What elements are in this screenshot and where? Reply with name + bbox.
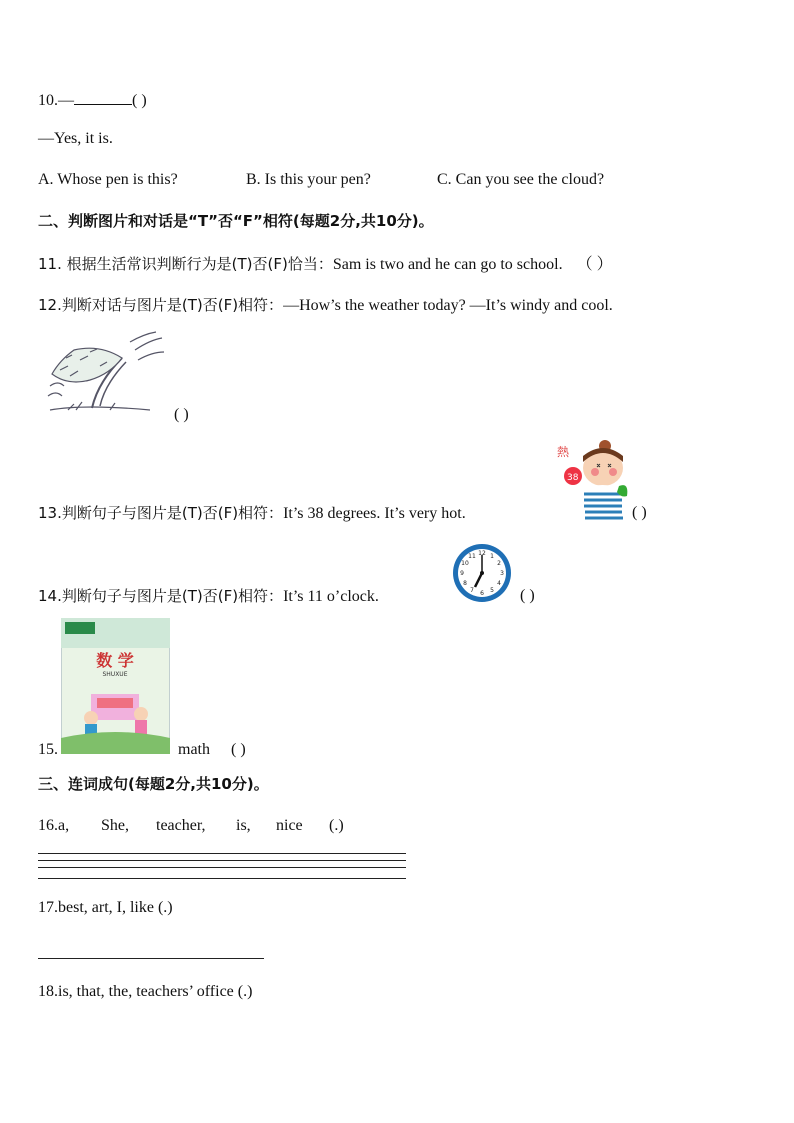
question-12: [38, 295, 613, 316]
q14-paren: ( ): [520, 587, 535, 604]
svg-text:9: 9: [460, 570, 464, 577]
q10-number: 10.—: [38, 92, 74, 109]
q10-response: —Yes, it is.: [38, 130, 113, 147]
question-11: [38, 254, 613, 275]
svg-text:12: 12: [478, 550, 486, 557]
q14-prefix: 14.判断句子与图片是(T)否(F)相符：: [38, 587, 284, 605]
q16-number: 16.: [38, 817, 58, 834]
svg-text:8: 8: [463, 580, 467, 587]
q15-word: math: [178, 741, 210, 758]
q13-text: It’s 38 degrees. It’s very hot.: [283, 505, 466, 522]
svg-text:11: 11: [468, 553, 476, 560]
q16-writing-line[interactable]: [38, 860, 406, 861]
svg-text:2: 2: [497, 560, 501, 567]
hot-girl-image: [553, 438, 633, 524]
windy-tree-image: [40, 330, 165, 416]
q16-writing-line[interactable]: [38, 853, 406, 854]
q12-prefix: 12.判断对话与图片是(T)否(F)相符：: [38, 296, 284, 314]
q16-word: (.): [329, 817, 344, 834]
q17-answer-line[interactable]: [38, 958, 264, 959]
svg-text:5: 5: [490, 587, 494, 594]
svg-text:4: 4: [497, 580, 501, 587]
q16-word: nice: [276, 817, 303, 834]
q11-prefix: 11. 根据生活常识判断行为是(T)否(F)恰当：: [38, 255, 333, 273]
q16-word: is,: [236, 817, 251, 834]
q12-text: —How’s the weather today? —It’s windy and cool.: [283, 297, 613, 314]
math-book-image: [61, 618, 170, 754]
svg-text:3: 3: [500, 570, 504, 577]
question-18: 18.is, that, the, teachers’ office (.): [38, 983, 253, 1000]
q15-number: 15.: [38, 741, 58, 758]
q16-word: teacher,: [156, 817, 206, 834]
q16-word: a,: [58, 817, 70, 834]
q16-word: She,: [101, 817, 129, 834]
question-14: [38, 586, 379, 607]
q12-paren: ( ): [174, 406, 189, 423]
q11-text: Sam is two and he can go to school.: [332, 256, 563, 273]
q14-text: It’s 11 o’clock.: [283, 588, 379, 605]
question-16: [38, 816, 344, 836]
svg-text:10: 10: [461, 560, 469, 567]
q10-answer-blank[interactable]: [74, 88, 132, 105]
question-17: 17.best, art, I, like (.): [38, 899, 173, 916]
svg-text:38: 38: [567, 473, 579, 483]
svg-text:7: 7: [470, 587, 474, 594]
q13-paren: ( ): [632, 504, 647, 521]
q10-option-a: A. Whose pen is this?: [38, 171, 178, 188]
hot-label: 熱: [557, 445, 570, 459]
section-3-title: 三、连词成句(每题2分,共10分)。: [38, 775, 269, 793]
question-10: [38, 88, 147, 111]
q13-prefix: 13.判断句子与图片是(T)否(F)相符：: [38, 504, 284, 522]
q11-paren: （ ）: [576, 256, 613, 273]
q10-paren: ( ): [132, 92, 147, 109]
svg-text:6: 6: [480, 590, 484, 597]
section-2-title: 二、判断图片和对话是“T”否“F”相符(每题2分,共10分)。: [38, 212, 434, 230]
q10-option-b: B. Is this your pen?: [246, 171, 371, 188]
q16-writing-line[interactable]: [38, 867, 406, 868]
book-title: 数 学: [96, 651, 134, 670]
q16-writing-line[interactable]: [38, 878, 406, 879]
clock-image: [452, 543, 512, 603]
book-pinyin: SHUXUE: [102, 671, 128, 678]
svg-text:1: 1: [490, 553, 494, 560]
q15-paren: ( ): [231, 741, 246, 758]
q10-option-c: C. Can you see the cloud?: [437, 171, 605, 188]
question-13: [38, 503, 466, 524]
